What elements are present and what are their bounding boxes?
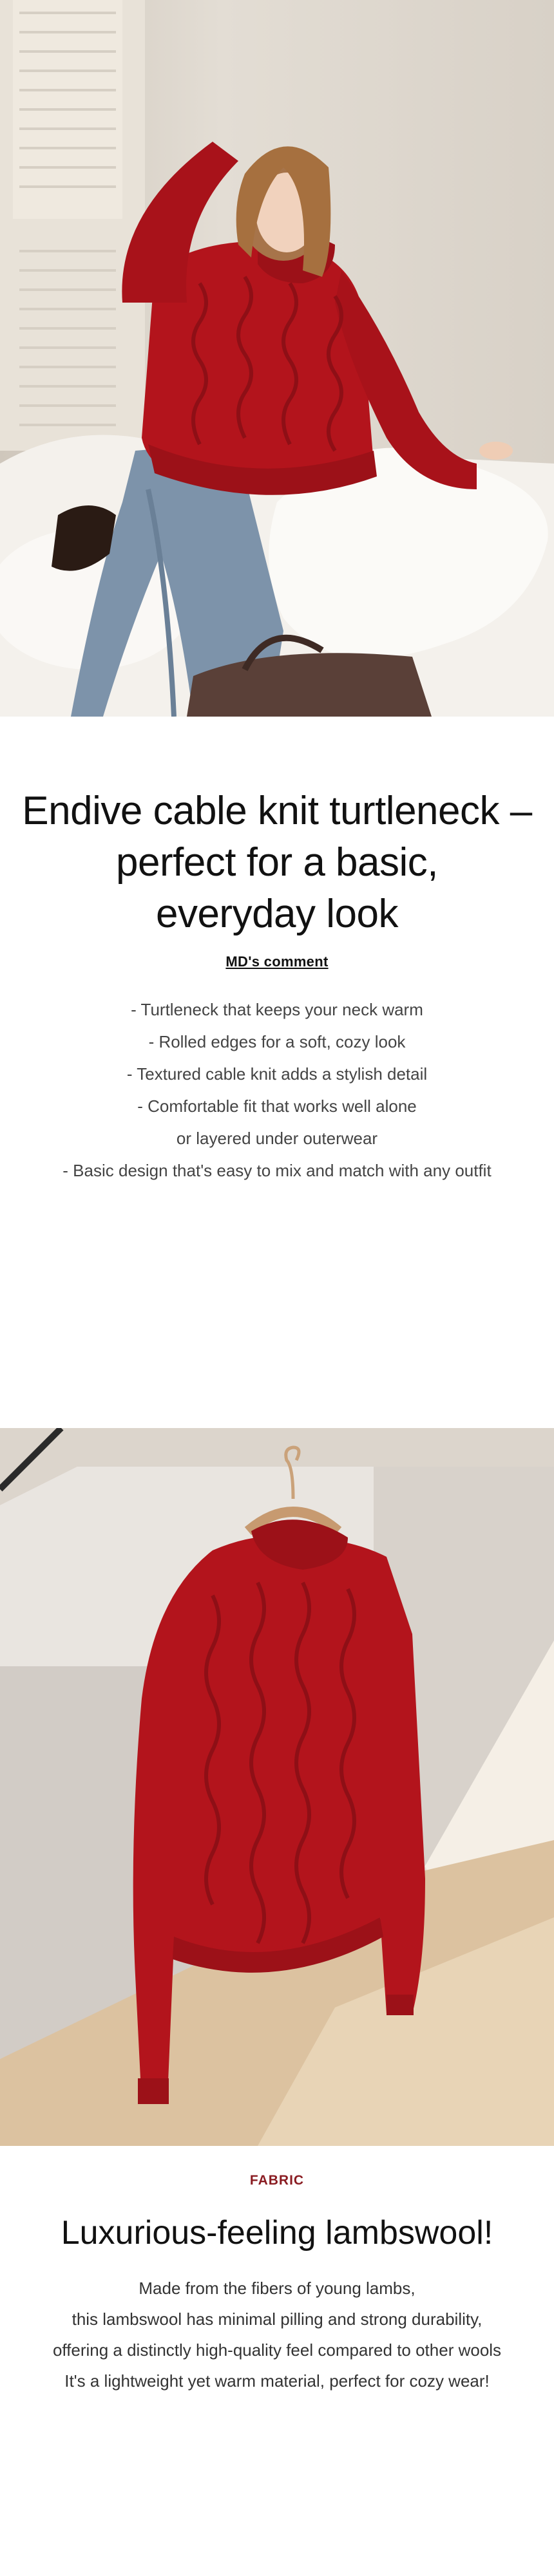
fabric-description-line: Made from the fibers of young lambs, <box>138 2279 416 2298</box>
fabric-description-line: this lambswool has minimal pilling and strong durability, <box>72 2309 482 2329</box>
product-title-line-3: everyday look <box>155 892 399 936</box>
md-comment-heading-wrap <box>0 954 554 970</box>
fabric-description <box>0 2273 554 2396</box>
fabric-description-line: It's a lightweight yet warm material, perfect for cozy wear! <box>64 2371 490 2391</box>
fabric-description-line: offering a distinctly high-quality feel compared to other wools <box>52 2340 502 2360</box>
md-comment-heading: MD's comment <box>225 954 329 970</box>
feature-item: or layered under outerwear <box>176 1129 378 1148</box>
feature-item: - Textured cable knit adds a stylish detail <box>126 1064 428 1084</box>
feature-item: - Rolled edges for a soft, cozy look <box>148 1032 406 1051</box>
feature-item: - Turtleneck that keeps your neck warm <box>131 1000 423 1019</box>
model-photo <box>0 0 554 717</box>
product-title-line-2: perfect for a basic, <box>115 840 439 885</box>
product-title-line-1: Endive cable knit turtleneck – <box>22 789 532 833</box>
feature-item: - Comfortable fit that works well alone <box>137 1096 417 1116</box>
sweater-hanger-photo <box>0 1428 554 2146</box>
fabric-label: FABRIC <box>249 2173 305 2188</box>
feature-item: - Basic design that's easy to mix and match with any outfit <box>62 1161 492 1180</box>
feature-list <box>0 993 554 1187</box>
fabric-title: Luxurious-feeling lambswool! <box>61 2214 493 2252</box>
